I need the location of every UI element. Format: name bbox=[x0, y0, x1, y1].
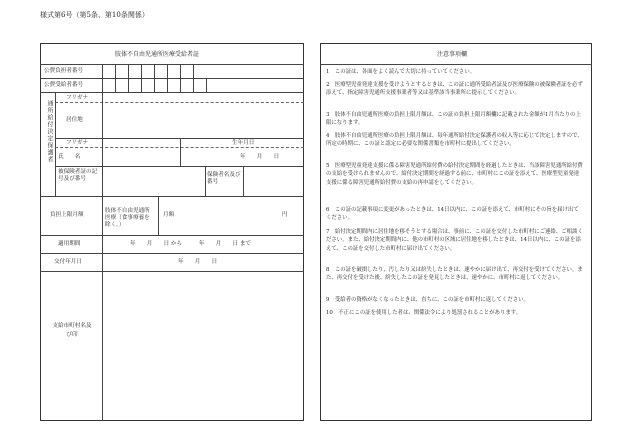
period-value: 年 月 日 から 年 月 日 まで bbox=[130, 241, 252, 247]
furigana-label: フリガナ bbox=[66, 95, 89, 101]
guardian-side-label: 通所給付決定保護者 bbox=[46, 100, 53, 163]
issue-date-value: 年 月 日 bbox=[178, 259, 218, 265]
address-label: 居住地 bbox=[66, 117, 83, 123]
limit-label: 負担上限月額 bbox=[50, 212, 84, 218]
certificate-title: 肢体不自由児通所医療受給者証 bbox=[115, 51, 200, 58]
note-item: 10 不正にこの証を使用した者は、関係法令により処罰されることがあります。 bbox=[326, 310, 522, 316]
note-item: 6 この証の記載事項に変更があったときは、14日以内に、この証を添えて、市町村にその旨を届け出てください。 bbox=[326, 207, 579, 222]
period-label: 適用期間 bbox=[58, 241, 81, 247]
furigana2-label: フリガナ bbox=[66, 140, 89, 146]
note-item: 8 この証を破損したり、汚したり又は紛失したときは、速やかに届け出て、再交付を受けてください。また、再交付を受けた後、紛失したこの証を発見したときは、速やかに、市町村に返してください。 bbox=[326, 267, 583, 282]
municipality-label: 支給市町村名及び印 bbox=[52, 323, 92, 338]
note-item: 4 肢体不自由児通所医療の負担上限月額は、毎年通所給付決定保護者の収入等に応じて決定しますので、所定の時期に、この証と認定に必要な関係書類を市町村に提出してください。 bbox=[326, 133, 583, 148]
note-item: 7 給付決定期間内に居住地を移そうとする場合は、事前に、この証を交付した市町村にご連絡、ご相談ください。また、給付決定期間内に、他の市町村の区域に居住地を移したときは、14日以内に、この証を添えて、この証を交付した市町村に届け出てください。 bbox=[326, 229, 583, 252]
payer-number-label: 公費負担者番号 bbox=[44, 68, 84, 74]
birthdate-label: 生年月日 bbox=[232, 140, 255, 146]
notes-list bbox=[326, 68, 586, 418]
issue-date-label: 交付年月日 bbox=[54, 259, 82, 265]
note-item: 5 医療型児童発達支援に係る障害児通所給付費の給付決定期間を経過したときは、当該障害児通所給付費の支給を受けられませんので、給付決定期間を経過する前に、市町村にこの証を添えて、医療型児童発達支援に係る障害児通所給付費の支給の再申請をしてください。 bbox=[326, 163, 583, 186]
recipient-number-label: 公費受給者番号 bbox=[44, 82, 84, 88]
insurer-label: 保険者名及び番号 bbox=[207, 172, 241, 185]
note-item: 2 医療型児童発達支援を受けようとするときは、この証に通所受給者証及び医療保険の被保険者証を必ず添えて、指定障害児通所支援事業者等又は基準該当事業所に提示してください。 bbox=[326, 82, 583, 97]
insured-symbol-label: 被保険者証の記号及び番号 bbox=[58, 169, 98, 182]
note-item: 3 肢体不自由児通所医療の負担上限月額は、この証の負担上限月額欄に記載された金額が1月当たりの上限になります。 bbox=[326, 112, 581, 127]
monthly-label: 月額 bbox=[163, 212, 175, 218]
yen-label: 円 bbox=[282, 212, 288, 218]
note-item: 1 この証は、各面をよく読んで大切に持っていてください。 bbox=[326, 69, 475, 75]
notes-title: 注意事項欄 bbox=[437, 51, 468, 58]
birthdate-ymd: 年 月 日 bbox=[240, 154, 280, 160]
note-item: 9 受給者の資格がなくなったときは、直ちに、この証を市町村に返してください。 bbox=[326, 297, 529, 303]
limit-description: 肢体不自由児通所医療（食事療養を除く。） bbox=[105, 208, 150, 228]
name-label: 氏 名 bbox=[58, 154, 81, 160]
form-id: 様式第6号（第5条、第10条関係） bbox=[40, 11, 149, 19]
